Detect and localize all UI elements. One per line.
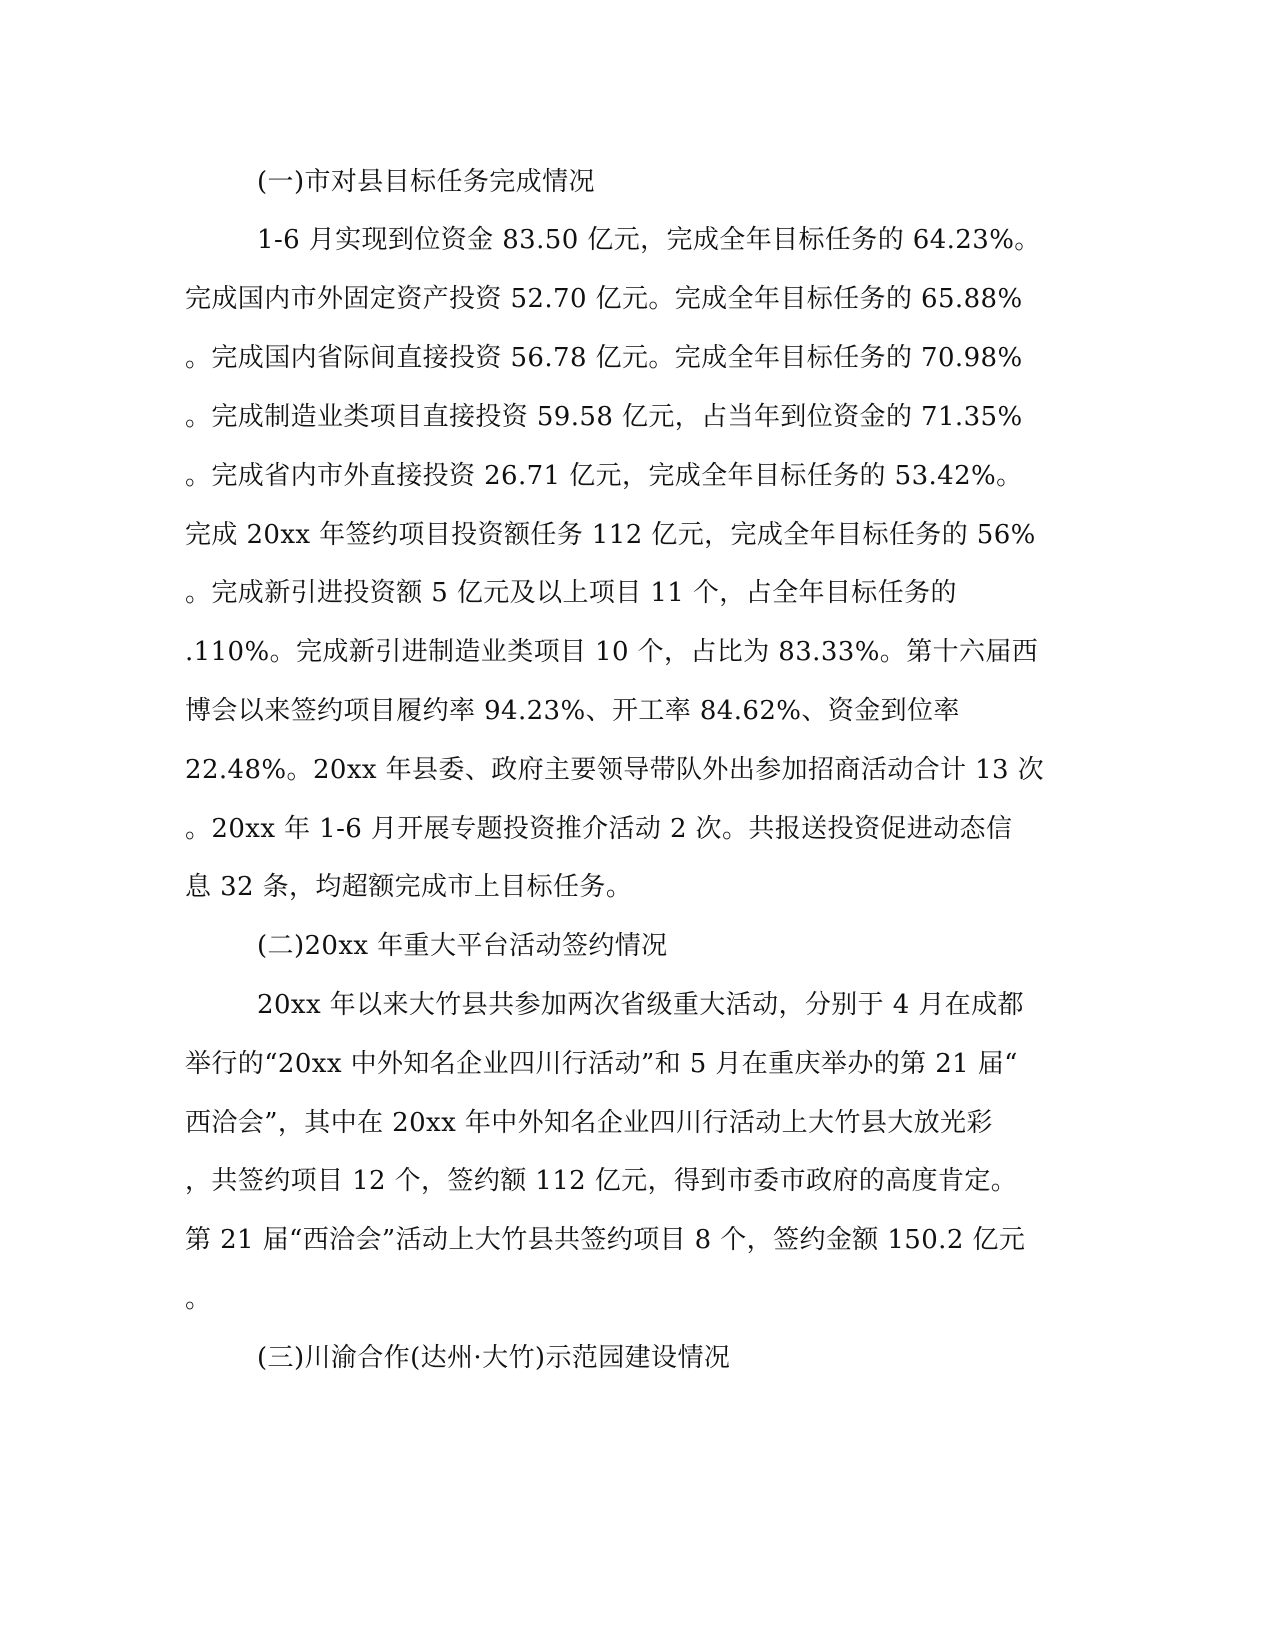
paragraph-line: 完成国内市外固定资产投资 52.70 亿元。完成全年目标任务的 65.88% xyxy=(185,284,1023,314)
section-heading-3: (三)川渝合作(达州·大竹)示范园建设情况 xyxy=(257,1343,731,1373)
paragraph-line: ，共签约项目 12 个，签约额 112 亿元，得到市委市政府的高度肯定。 xyxy=(185,1166,1018,1196)
paragraph-line: 20xx 年以来大竹县共参加两次省级重大活动，分别于 4 月在成都 xyxy=(257,990,1024,1020)
section-heading-2: (二)20xx 年重大平台活动签约情况 xyxy=(257,931,668,961)
paragraph-line: 。完成省内市外直接投资 26.71 亿元，完成全年目标任务的 53.42%。 xyxy=(185,461,1023,491)
paragraph-line: .110%。完成新引进制造业类项目 10 个，占比为 83.33%。第十六届西 xyxy=(185,637,1039,667)
paragraph-line: 。完成国内省际间直接投资 56.78 亿元。完成全年目标任务的 70.98% xyxy=(185,343,1023,373)
paragraph-line: 完成 20xx 年签约项目投资额任务 112 亿元，完成全年目标任务的 56% xyxy=(185,520,1036,550)
paragraph-line: 。20xx 年 1-6 月开展专题投资推介活动 2 次。共报送投资促进动态信 xyxy=(185,814,1013,844)
paragraph-line: 22.48%。20xx 年县委、政府主要领导带队外出参加招商活动合计 13 次 xyxy=(185,755,1045,785)
paragraph-line: 西洽会”，其中在 20xx 年中外知名企业四川行活动上大竹县大放光彩 xyxy=(185,1108,993,1138)
paragraph-line: 博会以来签约项目履约率 94.23%、开工率 84.62%、资金到位率 xyxy=(185,696,960,726)
section-heading-1: (一)市对县目标任务完成情况 xyxy=(257,167,595,197)
paragraph-line: 。 xyxy=(185,1284,212,1314)
paragraph-line: 第 21 届“西洽会”活动上大竹县共签约项目 8 个，签约金额 150.2 亿元 xyxy=(185,1225,1026,1255)
paragraph-line: 举行的“20xx 中外知名企业四川行活动”和 5 月在重庆举办的第 21 届“ xyxy=(185,1049,1018,1079)
paragraph-line: 。完成新引进投资额 5 亿元及以上项目 11 个，占全年目标任务的 xyxy=(185,578,957,608)
paragraph-line: 1-6 月实现到位资金 83.50 亿元，完成全年目标任务的 64.23%。 xyxy=(257,225,1041,255)
paragraph-line: 息 32 条，均超额完成市上目标任务。 xyxy=(185,872,633,902)
paragraph-line: 。完成制造业类项目直接投资 59.58 亿元，占当年到位资金的 71.35% xyxy=(185,402,1023,432)
